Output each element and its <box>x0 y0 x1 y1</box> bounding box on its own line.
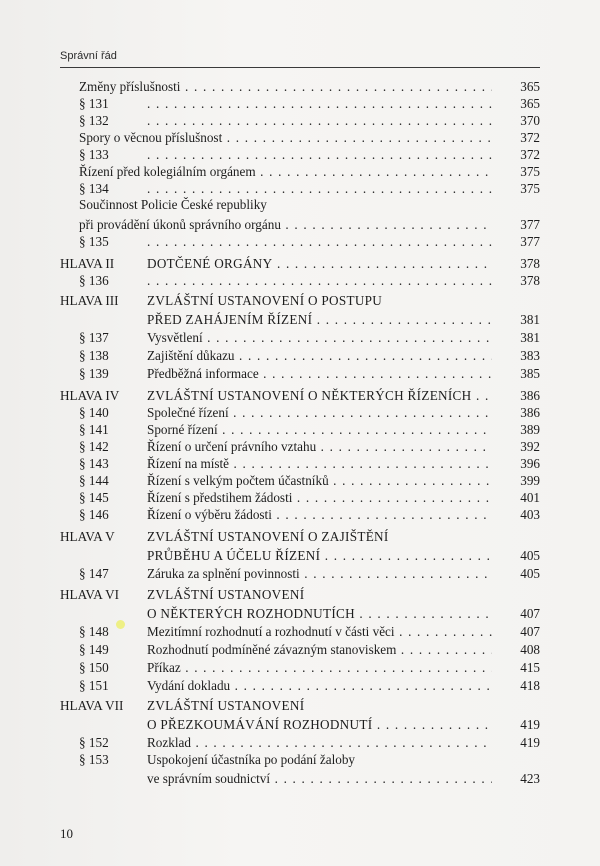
entry-page-number: 375 <box>520 164 540 179</box>
chapter-label: HLAVA VII <box>60 698 124 713</box>
entry-title: O NĚKTERÝCH ROZHODNUTÍCH . . . <box>147 605 492 623</box>
toc-entry <box>0 129 600 147</box>
entry-page-number: 370 <box>520 113 540 128</box>
entry-title: Rozklad . . . <box>147 734 492 752</box>
section-label: § 135 <box>79 234 109 249</box>
toc-entry <box>0 292 600 310</box>
section-label: § 150 <box>79 660 109 675</box>
toc-entry <box>0 528 600 546</box>
entry-title: Řízení o určení právního vztahu . . . <box>147 438 492 456</box>
entry-title <box>147 112 492 130</box>
section-label: § 139 <box>79 366 109 381</box>
entry-page-number: 381 <box>520 312 540 327</box>
entry-page-number: 389 <box>520 422 540 437</box>
toc-entry <box>0 112 600 130</box>
entry-page-number: 386 <box>520 405 540 420</box>
entry-page-number: 378 <box>520 256 540 271</box>
toc-entry <box>0 163 600 181</box>
toc-entry <box>0 565 600 583</box>
entry-title: Rozhodnutí podmíněné závazným stanoviskem . . . <box>147 641 492 659</box>
section-label: § 138 <box>79 348 109 363</box>
toc-entry <box>0 421 600 439</box>
toc-entry <box>0 78 600 96</box>
toc-entry <box>0 586 600 604</box>
entry-title: DOTČENÉ ORGÁNY . . . <box>147 255 492 273</box>
entry-title: ZVLÁŠTNÍ USTANOVENÍ O NĚKTERÝCH ŘÍZENÍCH . . . <box>147 387 492 405</box>
entry-title: O PŘEZKOUMÁVÁNÍ ROZHODNUTÍ . . . <box>147 716 492 734</box>
entry-title: ZVLÁŠTNÍ USTANOVENÍ O ZAJIŠTĚNÍ <box>147 529 389 544</box>
entry-title: ZVLÁŠTNÍ USTANOVENÍ O POSTUPU <box>147 293 383 308</box>
chapter-label: HLAVA V <box>60 529 115 544</box>
entry-page-number: 372 <box>520 130 540 145</box>
entry-title: Uspokojení účastníka po podání žaloby <box>147 752 356 767</box>
entry-page-number: 385 <box>520 366 540 381</box>
toc-entry <box>0 311 600 329</box>
toc-entry <box>0 697 600 715</box>
section-label: § 134 <box>79 181 109 196</box>
section-label: § 132 <box>79 113 109 128</box>
entry-title: Mezitímní rozhodnutí a rozhodnutí v části věci . . . <box>147 623 492 641</box>
entry-page-number: 392 <box>520 439 540 454</box>
toc-entry <box>0 641 600 659</box>
entry-page-number: 372 <box>520 147 540 162</box>
section-label: § 140 <box>79 405 109 420</box>
entry-page-number: 407 <box>520 624 540 639</box>
entry-title: ZVLÁŠTNÍ USTANOVENÍ <box>147 698 305 713</box>
entry-title: PŘED ZAHÁJENÍM ŘÍZENÍ . . . <box>147 311 492 329</box>
entry-title: Řízení před kolegiálním orgánem . . . <box>79 163 492 181</box>
entry-page-number: 377 <box>520 234 540 249</box>
entry-page-number: 419 <box>520 717 540 732</box>
section-label: § 136 <box>79 273 109 288</box>
section-label: § 142 <box>79 439 109 454</box>
entry-page-number: 408 <box>520 642 540 657</box>
toc-entry <box>0 404 600 422</box>
section-label: § 144 <box>79 473 109 488</box>
entry-title: Součinnost Policie České republiky <box>79 197 267 212</box>
entry-page-number: 423 <box>520 771 540 786</box>
entry-page-number: 365 <box>520 79 540 94</box>
toc-entry <box>0 489 600 507</box>
entry-title <box>147 233 492 251</box>
section-label: § 151 <box>79 678 109 693</box>
entry-page-number: 401 <box>520 490 540 505</box>
entry-title: Vysvětlení . . . <box>147 329 492 347</box>
section-label: § 133 <box>79 147 109 162</box>
toc-entry <box>0 196 600 214</box>
toc-entry <box>0 455 600 473</box>
entry-page-number: 378 <box>520 273 540 288</box>
toc-entry <box>0 751 600 769</box>
entry-title: ve správním soudnictví . . . <box>147 770 492 788</box>
entry-title: ZVLÁŠTNÍ USTANOVENÍ <box>147 587 305 602</box>
toc-entry <box>0 387 600 405</box>
entry-title: Vydání dokladu . . . <box>147 677 492 695</box>
toc-entry <box>0 95 600 113</box>
entry-page-number: 383 <box>520 348 540 363</box>
toc-entry <box>0 329 600 347</box>
section-label: § 143 <box>79 456 109 471</box>
page-number: 10 <box>60 826 73 841</box>
entry-title: Zajištění důkazu . . . <box>147 347 492 365</box>
toc-entry <box>0 347 600 365</box>
toc-entry <box>0 233 600 251</box>
toc-entry <box>0 255 600 273</box>
section-label: § 147 <box>79 566 109 581</box>
entry-page-number: 405 <box>520 548 540 563</box>
toc-entry <box>0 506 600 524</box>
toc-entry <box>0 770 600 788</box>
entry-page-number: 365 <box>520 96 540 111</box>
toc-entry <box>0 605 600 623</box>
section-label: § 141 <box>79 422 109 437</box>
section-label: § 131 <box>79 96 109 111</box>
chapter-label: HLAVA VI <box>60 587 119 602</box>
entry-page-number: 396 <box>520 456 540 471</box>
entry-title: Společné řízení . . . <box>147 404 492 422</box>
toc-entry <box>0 216 600 234</box>
entry-page-number: 399 <box>520 473 540 488</box>
entry-page-number: 381 <box>520 330 540 345</box>
entry-title: Řízení s velkým počtem účastníků . . . <box>147 472 492 490</box>
entry-page-number: 418 <box>520 678 540 693</box>
section-label: § 146 <box>79 507 109 522</box>
toc-entry <box>0 438 600 456</box>
section-label: § 152 <box>79 735 109 750</box>
highlighter-mark <box>116 620 125 629</box>
entry-page-number: 386 <box>520 388 540 403</box>
chapter-label: HLAVA II <box>60 256 115 271</box>
running-head: Správní řád <box>60 50 117 62</box>
entry-title: PRŮBĚHU A ÚČELU ŘÍZENÍ . . . <box>147 547 492 565</box>
section-label: § 137 <box>79 330 109 345</box>
chapter-label: HLAVA IV <box>60 388 120 403</box>
entry-page-number: 403 <box>520 507 540 522</box>
entry-title <box>147 95 492 113</box>
entry-title: Řízení o výběru žádosti . . . <box>147 506 492 524</box>
entry-page-number: 415 <box>520 660 540 675</box>
entry-title: Řízení s předstihem žádosti . . . <box>147 489 492 507</box>
section-label: § 145 <box>79 490 109 505</box>
section-label: § 149 <box>79 642 109 657</box>
entry-title: Změny příslušnosti . . . <box>79 78 492 96</box>
entry-title: při provádění úkonů správního orgánu . . . <box>79 216 492 234</box>
entry-page-number: 419 <box>520 735 540 750</box>
entry-title <box>147 272 492 290</box>
entry-page-number: 407 <box>520 606 540 621</box>
entry-title: Záruka za splnění povinnosti . . . <box>147 565 492 583</box>
toc-entry <box>0 716 600 734</box>
toc-entry <box>0 734 600 752</box>
entry-title: Předběžná informace . . . <box>147 365 492 383</box>
toc-entry <box>0 547 600 565</box>
toc-entry <box>0 659 600 677</box>
toc-entry <box>0 623 600 641</box>
chapter-label: HLAVA III <box>60 293 119 308</box>
toc-entry <box>0 365 600 383</box>
entry-title <box>147 146 492 164</box>
entry-title: Řízení na místě . . . <box>147 455 492 473</box>
entry-page-number: 405 <box>520 566 540 581</box>
entry-title: Příkaz . . . <box>147 659 492 677</box>
entry-page-number: 375 <box>520 181 540 196</box>
entry-title: Spory o věcnou příslušnost . . . <box>79 129 492 147</box>
toc-entry <box>0 146 600 164</box>
section-label: § 153 <box>79 752 109 767</box>
entry-title: Sporné řízení . . . <box>147 421 492 439</box>
entry-page-number: 377 <box>520 217 540 232</box>
toc-entry <box>0 272 600 290</box>
section-label: § 148 <box>79 624 109 639</box>
toc-entry <box>0 472 600 490</box>
toc-entry <box>0 677 600 695</box>
